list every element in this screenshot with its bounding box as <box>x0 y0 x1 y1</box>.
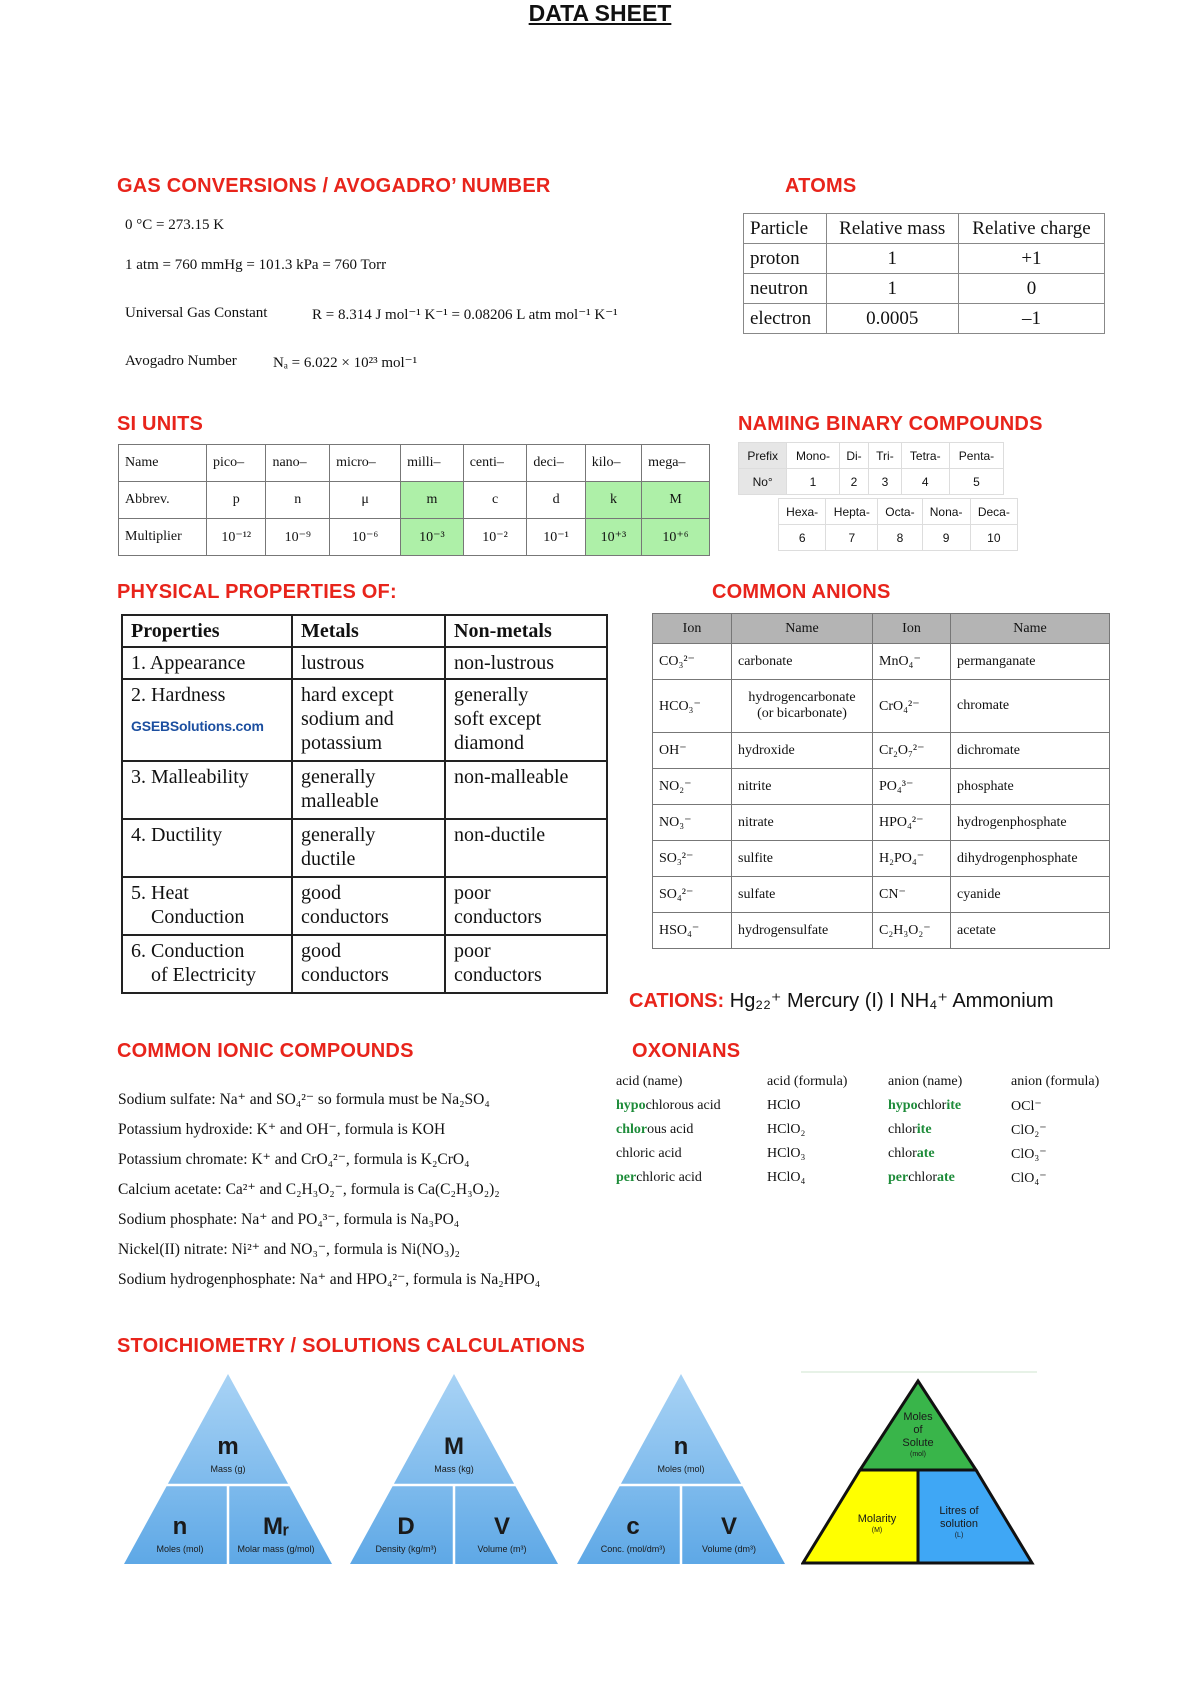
oxonian-anion-suffix: ite <box>946 1098 962 1113</box>
tri3-right-letter: V <box>720 1513 738 1540</box>
oxonian-anion-formula-text: ClO₂⁻ <box>1011 1123 1047 1138</box>
naming-prefix-cell: Di- <box>839 443 869 469</box>
anion-name-cell: carbonate <box>732 644 873 680</box>
naming-prefix-row <box>739 443 1004 469</box>
oxonian-acid-name <box>616 1170 702 1186</box>
tri4-left-unit: (M) <box>871 1527 883 1534</box>
physical-metal-cell: hard except sodium and potassium <box>292 679 445 761</box>
atoms-header-row <box>744 214 1105 244</box>
common-ionic-heading: COMMON IONIC COMPOUNDS <box>117 1040 414 1062</box>
physical-nonmetal-cell: non-lustrous <box>445 647 607 679</box>
si-abbrev-cell: p <box>207 482 266 519</box>
atoms-table <box>743 213 1105 334</box>
si-row-label: Abbrev. <box>119 482 207 519</box>
si-multiplier-cell-highlight: 10⁻³ <box>401 519 464 556</box>
naming-number-cell: 4 <box>901 469 949 495</box>
oxonian-acid-name <box>616 1122 693 1138</box>
anions-row <box>653 769 1110 805</box>
oxonian-anion-formula <box>1011 1122 1047 1139</box>
tri3-top-label: Moles (mol) <box>657 1464 705 1474</box>
si-name-cell: micro– <box>330 445 401 482</box>
physical-property-cell: 5. Heat Conduction <box>122 877 292 935</box>
oxonian-acid-prefix: hypo <box>616 1098 646 1113</box>
oxonian-acid-formula <box>767 1122 805 1138</box>
anion-name-cell: dihydrogenphosphate <box>951 841 1110 877</box>
tri2-top-letter: M <box>444 1433 464 1460</box>
oxonians-header-anion-name: anion (name) <box>888 1074 963 1089</box>
oxonians-header-anion-formula: anion (formula) <box>1011 1074 1100 1089</box>
naming-prefix-cell: Octa- <box>878 499 922 525</box>
si-units-table <box>118 444 710 556</box>
tri1-right-label: Molar mass (g/mol) <box>237 1544 315 1554</box>
oxonian-anion-formula <box>1011 1170 1047 1187</box>
ionic-compound-line: Sodium hydrogenphosphate: Na⁺ and HPO₄²⁻, formula is Na₂HPO₄ <box>118 1271 541 1288</box>
oxonian-acid-stem: chloric <box>636 1170 676 1185</box>
oxonian-acid-formula-text: HClO₂ <box>767 1122 806 1137</box>
anions-row <box>653 805 1110 841</box>
si-name-cell: mega– <box>642 445 710 482</box>
anion-name-cell: permanganate <box>951 644 1110 680</box>
naming-prefix-cell: Tetra- <box>901 443 949 469</box>
tri3-left-label: Conc. (mol/dm³) <box>600 1544 666 1554</box>
mass-density-triangle-diagram <box>344 1370 564 1570</box>
document-title: DATA SHEET <box>528 0 672 26</box>
oxonian-anion-stem: chlor <box>888 1122 917 1137</box>
physical-nonmetal-cell: non-ductile <box>445 819 607 877</box>
oxonian-anion-name <box>888 1098 961 1114</box>
anion-name-cell: nitrite <box>732 769 873 805</box>
si-abbrev-cell: c <box>463 482 527 519</box>
tri2-right-letter: V <box>493 1513 511 1540</box>
naming-prefix-cell: Nona- <box>922 499 970 525</box>
physical-row <box>122 819 607 877</box>
naming-number-cell: 7 <box>826 525 878 551</box>
oxonian-anion-suffix: ate <box>936 1170 955 1185</box>
oxonian-anion-prefix: hypo <box>888 1098 918 1113</box>
si-abbrev-row <box>119 482 710 519</box>
oxonian-acid-formula-text: HClO₄ <box>767 1170 806 1185</box>
si-multiplier-cell-highlight: 10⁺³ <box>585 519 641 556</box>
tri4-right-line2: solution <box>940 1518 978 1530</box>
tri3-top-letter: n <box>673 1433 689 1460</box>
oxonian-anion-name <box>888 1146 935 1162</box>
oxonian-anion-formula-text: ClO₃⁻ <box>1011 1147 1047 1162</box>
common-anions-heading: COMMON ANIONS <box>712 581 891 603</box>
anion-formula-cell: MnO₄⁻ <box>873 644 951 680</box>
naming-number-label: No° <box>739 469 787 495</box>
atoms-row <box>744 274 1105 304</box>
anions-header-cell: Ion <box>653 614 732 644</box>
tri2-top-label: Mass (kg) <box>434 1464 474 1474</box>
oxonian-acid-formula <box>767 1170 805 1186</box>
anion-formula-cell: C₂H₃O₂⁻ <box>873 913 951 949</box>
oxonians-header-acid-name: acid (name) <box>616 1074 683 1089</box>
naming-prefix-cell: Tri- <box>869 443 901 469</box>
anions-header-cell: Ion <box>873 614 951 644</box>
tri4-left-line1: Molarity <box>857 1513 897 1525</box>
naming-number-cell: 2 <box>839 469 869 495</box>
oxonian-acid-suffix: ic acid <box>644 1146 682 1161</box>
physical-property-cell: 4. Ductility <box>122 819 292 877</box>
naming-number-cell: 3 <box>869 469 901 495</box>
anion-name-cell: dichromate <box>951 733 1110 769</box>
oxonian-acid-stem: chlor <box>616 1122 648 1137</box>
anions-row <box>653 733 1110 769</box>
atoms-heading: ATOMS <box>785 175 857 197</box>
si-name-cell: nano– <box>266 445 330 482</box>
si-name-row <box>119 445 710 482</box>
physical-property-cell <box>122 679 292 761</box>
oxonians-heading: OXONIANS <box>632 1040 741 1062</box>
naming-prefix-label: Prefix <box>739 443 787 469</box>
physical-properties-heading: PHYSICAL PROPERTIES OF: <box>117 581 397 603</box>
anion-formula-cell: SO₄²⁻ <box>653 877 732 913</box>
tri1-top-label: Mass (g) <box>210 1464 246 1474</box>
oxonian-acid-suffix: acid <box>675 1170 702 1185</box>
physical-header-cell: Non-metals <box>445 615 607 647</box>
molarity-triangle-diagram <box>801 1370 1037 1570</box>
atoms-header-cell: Relative charge <box>958 214 1104 244</box>
oxonian-anion-suffix: ate <box>916 1146 935 1161</box>
anion-formula-cell: H₂PO₄⁻ <box>873 841 951 877</box>
atoms-cell: –1 <box>958 304 1104 334</box>
physical-header-cell: Properties <box>122 615 292 647</box>
tri3-right-label: Volume (dm³) <box>701 1544 757 1554</box>
anions-row <box>653 680 1110 733</box>
mass-moles-triangle-diagram <box>118 1370 338 1570</box>
oxonian-acid-formula <box>767 1146 805 1162</box>
common-anions-table <box>652 613 1110 949</box>
tri4-right-line1: Litres of <box>939 1505 979 1517</box>
anion-formula-cell: HCO₃⁻ <box>653 680 732 733</box>
physical-header-cell: Metals <box>292 615 445 647</box>
atoms-cell: 1 <box>826 244 958 274</box>
cations-line <box>629 988 1053 1013</box>
oxonian-acid-suffix: ous acid <box>647 1122 694 1137</box>
gas-line-temperature: 0 °C = 273.15 K <box>125 217 225 233</box>
naming-binary-heading: NAMING BINARY COMPOUNDS <box>738 413 1043 435</box>
atoms-row <box>744 304 1105 334</box>
physical-metal-cell: lustrous <box>292 647 445 679</box>
anions-header-cell: Name <box>951 614 1110 644</box>
anion-name-cell: hydrogensulfate <box>732 913 873 949</box>
atoms-cell: 0.0005 <box>826 304 958 334</box>
physical-row <box>122 761 607 819</box>
si-units-heading: SI UNITS <box>117 413 204 435</box>
anions-row <box>653 644 1110 680</box>
naming-prefix-cell: Deca- <box>970 499 1017 525</box>
cations-text: Hg₂₂⁺ Mercury (I) I NH₄⁺ Ammonium <box>724 990 1054 1012</box>
physical-property-cell: 6. Conduction of Electricity <box>122 935 292 993</box>
tri2-left-letter: D <box>397 1513 415 1540</box>
anion-formula-cell: NO₃⁻ <box>653 805 732 841</box>
oxonian-anion-formula-text: OCl⁻ <box>1011 1099 1042 1114</box>
anion-formula-cell: SO₃²⁻ <box>653 841 732 877</box>
physical-nonmetal-cell: poor conductors <box>445 877 607 935</box>
anion-formula-cell: NO₂⁻ <box>653 769 732 805</box>
oxonian-acid-suffix: acid <box>693 1098 721 1113</box>
anions-row <box>653 877 1110 913</box>
ionic-compound-line: Potassium hydroxide: K⁺ and OH⁻, formula is KOH <box>118 1121 446 1138</box>
anion-formula-cell: CO₃²⁻ <box>653 644 732 680</box>
physical-metal-cell: good conductors <box>292 877 445 935</box>
tri3-left-letter: c <box>626 1513 640 1540</box>
ionic-compound-line: Sodium phosphate: Na⁺ and PO₄³⁻, formula is Na₃PO₄ <box>118 1211 460 1228</box>
si-row-label: Multiplier <box>119 519 207 556</box>
si-name-cell: kilo– <box>585 445 641 482</box>
tri1-left-letter: n <box>172 1513 188 1540</box>
physical-property-cell: 1. Appearance <box>122 647 292 679</box>
anion-name-cell: sulfate <box>732 877 873 913</box>
anion-name-cell: acetate <box>951 913 1110 949</box>
tri4-top-line2: of <box>913 1424 923 1436</box>
avogadro-equation: Nₐ = 6.022 × 10²³ mol⁻¹ <box>273 355 418 371</box>
atoms-header-cell: Relative mass <box>826 214 958 244</box>
atoms-cell: 0 <box>958 274 1104 304</box>
si-abbrev-cell-highlight: m <box>401 482 464 519</box>
physical-row <box>122 647 607 679</box>
naming-prefix-table-2 <box>778 498 1018 551</box>
naming-prefix-cell: Hexa- <box>779 499 826 525</box>
physical-metal-cell: generally ductile <box>292 819 445 877</box>
oxonian-anion-formula-text: ClO₄⁻ <box>1011 1171 1047 1186</box>
si-abbrev-cell: d <box>527 482 585 519</box>
si-abbrev-cell-highlight: k <box>585 482 641 519</box>
naming-prefix-table-1 <box>738 442 1004 495</box>
oxonian-anion-stem: chlor <box>917 1098 947 1113</box>
tri4-top-line3: Solute <box>902 1437 934 1449</box>
anion-formula-cell: CrO₄²⁻ <box>873 680 951 733</box>
atoms-cell: neutron <box>744 274 827 304</box>
anion-formula-cell: HSO₄⁻ <box>653 913 732 949</box>
oxonian-anion-stem: chlor <box>888 1146 917 1161</box>
si-multiplier-cell-highlight: 10⁺⁶ <box>642 519 710 556</box>
oxonian-acid-stem: chlor <box>616 1146 645 1161</box>
naming-prefix-cell: Hepta- <box>826 499 878 525</box>
tri1-left-label: Moles (mol) <box>156 1544 204 1554</box>
physical-row <box>122 877 607 935</box>
anion-name-cell: hydrogencarbonate (or bicarbonate) <box>732 680 873 733</box>
naming-number-cell: 8 <box>878 525 922 551</box>
atoms-row <box>744 244 1105 274</box>
physical-header-row <box>122 615 607 647</box>
tri4-top-unit: (mol) <box>910 1451 926 1458</box>
si-abbrev-cell-highlight: M <box>642 482 710 519</box>
ionic-compound-line: Sodium sulfate: Na⁺ and SO₄²⁻ so formula must be Na₂SO₄ <box>118 1091 490 1108</box>
naming-prefix-cell: Mono- <box>787 443 839 469</box>
oxonian-acid-stem: chlorous <box>645 1098 694 1113</box>
oxonian-acid-formula-text: HClO <box>767 1098 801 1113</box>
si-multiplier-row <box>119 519 710 556</box>
gas-line-pressure: 1 atm = 760 mmHg = 101.3 kPa = 760 Torr <box>125 257 387 273</box>
si-name-cell: deci– <box>527 445 585 482</box>
watermark-text: GSEBSolutions.com <box>131 718 264 734</box>
tri2-left-label: Density (kg/m³) <box>375 1544 437 1554</box>
atoms-cell: electron <box>744 304 827 334</box>
anion-formula-cell: CN⁻ <box>873 877 951 913</box>
anion-name-cell: hydrogenphosphate <box>951 805 1110 841</box>
oxonian-acid-formula <box>767 1098 800 1114</box>
oxonian-anion-stem: chlor <box>908 1170 937 1185</box>
ionic-compound-line: Calcium acetate: Ca²⁺ and C₂H₃O₂⁻, formula is Ca(C₂H₃O₂)₂ <box>118 1181 500 1198</box>
physical-row <box>122 679 607 761</box>
physical-metal-cell: good conductors <box>292 935 445 993</box>
si-multiplier-cell: 10⁻¹ <box>527 519 585 556</box>
si-multiplier-cell: 10⁻⁹ <box>266 519 330 556</box>
anion-formula-cell: PO₄³⁻ <box>873 769 951 805</box>
si-multiplier-cell: 10⁻² <box>463 519 527 556</box>
si-row-label: Name <box>119 445 207 482</box>
anions-header-row <box>653 614 1110 644</box>
naming-number-cell: 9 <box>922 525 970 551</box>
ionic-compound-line: Nickel(II) nitrate: Ni²⁺ and NO₃⁻, formula is Ni(NO₃)₂ <box>118 1241 460 1258</box>
anion-formula-cell: OH⁻ <box>653 733 732 769</box>
oxonians-header-acid-formula: acid (formula) <box>767 1074 848 1089</box>
gas-constant-equation: R = 8.314 J mol⁻¹ K⁻¹ = 0.08206 L atm mol⁻¹ K⁻¹ <box>312 307 618 323</box>
si-name-cell: milli– <box>401 445 464 482</box>
physical-nonmetal-cell: non-malleable <box>445 761 607 819</box>
tri4-right-unit: (L) <box>954 1532 964 1539</box>
atoms-cell: +1 <box>958 244 1104 274</box>
naming-number-cell: 1 <box>787 469 839 495</box>
gas-conversions-heading: GAS CONVERSIONS / AVOGADRO’ NUMBER <box>117 175 551 197</box>
anion-name-cell: phosphate <box>951 769 1110 805</box>
cations-label: CATIONS: <box>629 990 725 1012</box>
tri2-right-label: Volume (m³) <box>477 1544 527 1554</box>
physical-metal-cell: generally malleable <box>292 761 445 819</box>
si-name-cell: centi– <box>463 445 527 482</box>
anions-row <box>653 913 1110 949</box>
si-multiplier-cell: 10⁻¹² <box>207 519 266 556</box>
atoms-header-cell: Particle <box>744 214 827 244</box>
physical-property-cell: 3. Malleability <box>122 761 292 819</box>
physical-properties-table <box>121 614 608 994</box>
oxonian-acid-name <box>616 1146 682 1162</box>
oxonian-anion-formula <box>1011 1146 1047 1163</box>
naming-number-cell: 6 <box>779 525 826 551</box>
oxonian-anion-suffix: ite <box>916 1122 932 1137</box>
physical-row <box>122 935 607 993</box>
oxonian-anion-prefix: per <box>888 1170 909 1185</box>
atoms-cell: proton <box>744 244 827 274</box>
physical-nonmetal-cell: generally soft except diamond <box>445 679 607 761</box>
tri1-top-letter: m <box>217 1433 239 1460</box>
si-abbrev-cell: n <box>266 482 330 519</box>
stoichiometry-heading: STOICHIOMETRY / SOLUTIONS CALCULATIONS <box>117 1335 585 1357</box>
oxonian-anion-formula <box>1011 1098 1042 1115</box>
si-name-cell: pico– <box>207 445 266 482</box>
naming-number-row <box>739 469 1004 495</box>
anion-formula-cell: HPO₄²⁻ <box>873 805 951 841</box>
naming-prefix-cell: Penta- <box>949 443 1003 469</box>
naming-number-row <box>779 525 1018 551</box>
atoms-cell: 1 <box>826 274 958 304</box>
physical-nonmetal-cell: poor conductors <box>445 935 607 993</box>
anion-name-cell: sulfite <box>732 841 873 877</box>
naming-number-cell: 5 <box>949 469 1003 495</box>
concentration-triangle-diagram <box>571 1370 791 1570</box>
avogadro-label: Avogadro Number <box>125 353 237 369</box>
physical-property-text: 2. Hardness <box>131 684 226 706</box>
anions-header-cell: Name <box>732 614 873 644</box>
oxonian-anion-name <box>888 1170 955 1186</box>
gas-constant-label: Universal Gas Constant <box>125 305 268 321</box>
anion-name-cell: nitrate <box>732 805 873 841</box>
anion-name-cell: cyanide <box>951 877 1110 913</box>
oxonian-acid-name <box>616 1098 721 1114</box>
tri4-top-line1: Moles <box>903 1411 933 1423</box>
naming-number-cell: 10 <box>970 525 1017 551</box>
oxonian-acid-prefix: per <box>616 1170 637 1185</box>
anion-name-cell: hydroxide <box>732 733 873 769</box>
anion-formula-cell: Cr₂O₇²⁻ <box>873 733 951 769</box>
oxonian-anion-name <box>888 1122 932 1138</box>
ionic-compound-line: Potassium chromate: K⁺ and CrO₄²⁻, formula is K₂CrO₄ <box>118 1151 470 1168</box>
anions-row <box>653 841 1110 877</box>
naming-prefix-row <box>779 499 1018 525</box>
si-abbrev-cell: μ <box>330 482 401 519</box>
oxonian-acid-formula-text: HClO₃ <box>767 1146 806 1161</box>
si-multiplier-cell: 10⁻⁶ <box>330 519 401 556</box>
tri1-right-letter: Mᵣ <box>262 1513 290 1540</box>
anion-name-cell: chromate <box>951 680 1110 733</box>
